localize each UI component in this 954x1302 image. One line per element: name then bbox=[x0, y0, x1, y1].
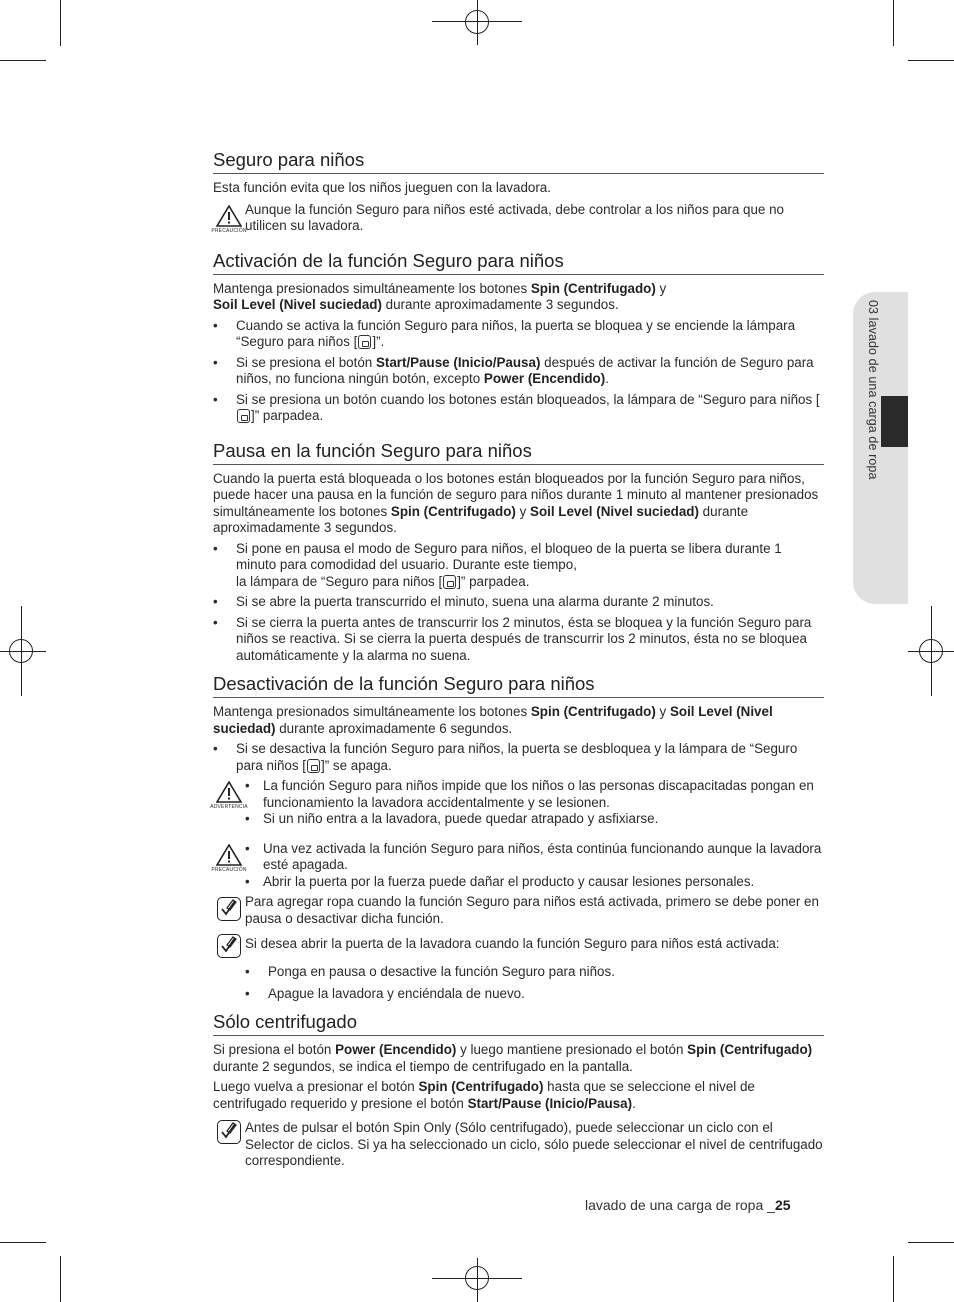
warning-list bbox=[245, 778, 824, 828]
caution-note bbox=[213, 202, 824, 235]
crop-mark bbox=[60, 1256, 61, 1302]
crop-mark bbox=[0, 1242, 46, 1243]
paragraph: Cuando la puerta está bloqueada o los botones están bloqueados por la función Seguro para niños, puede hacer una pausa en la función de seguro para niños durante 1 minuto al mantener presionados simultáneamente los botones Spin (Centrifugado) y Soil Level (Nivel suciedad) durante aproximadamente 3 segundos. bbox=[213, 470, 819, 535]
section-title: Activación de la función Seguro para niños bbox=[213, 249, 824, 275]
crop-mark bbox=[893, 0, 894, 46]
bullet-list bbox=[213, 741, 824, 774]
memo-icon-wrap bbox=[213, 934, 245, 958]
intro-text: Esta función evita que los niños jueguen con la lavadora. bbox=[213, 180, 551, 195]
paragraph: Mantenga presionados simultáneamente los botones Spin (Centrifugado) y Soil Level (Nivel suciedad) durante aproximadamente 3 segundos. bbox=[213, 280, 667, 312]
crop-mark bbox=[908, 60, 954, 61]
registration-mark bbox=[9, 639, 33, 663]
registration-mark bbox=[465, 1266, 489, 1290]
bullet-list bbox=[213, 318, 824, 425]
list-item: • La función Seguro para niños impide que los niños o las personas discapacitadas pongan en funcionamiento la lavadora accidentalmente y se lesionen. bbox=[245, 778, 824, 811]
list-item: • Si se desactiva la función Seguro para niños, la puerta se desbloquea y la lámpara de “Seguro para niños [ ]” se apaga. bbox=[213, 741, 824, 774]
list-item: • Si se abre la puerta transcurrido el minuto, suena una alarma durante 2 minutos. bbox=[213, 594, 824, 611]
child-lock-icon bbox=[358, 335, 371, 349]
section-title: Pausa en la función Seguro para niños bbox=[213, 439, 824, 465]
memo-text: Si desea abrir la puerta de la lavadora cuando la función Seguro para niños está activada: bbox=[245, 936, 780, 951]
section-child-lock bbox=[213, 148, 824, 235]
section-spin-only bbox=[213, 1010, 824, 1170]
list-item: • Una vez activada la función Seguro para niños, ésta continúa funcionando aunque la lavadora esté apagada. bbox=[245, 841, 824, 874]
memo-icon-wrap bbox=[213, 1120, 245, 1144]
caution-note bbox=[213, 841, 824, 891]
list-item: • Apague la lavadora y enciéndala de nuevo. bbox=[245, 986, 824, 1003]
main-content bbox=[210, 148, 824, 1170]
memo-text: Para agregar ropa cuando la función Seguro para niños está activada, primero se debe poner en pausa o desactivar dicha función. bbox=[245, 894, 819, 926]
memo-note bbox=[213, 934, 824, 958]
section-deactivation bbox=[210, 672, 824, 1002]
page-footer bbox=[585, 1197, 791, 1213]
section-title: Desactivación de la función Seguro para niños bbox=[213, 672, 824, 698]
page-number: 25 bbox=[774, 1197, 791, 1213]
bullet-list bbox=[213, 541, 824, 665]
crop-mark bbox=[908, 1242, 954, 1243]
memo-sub-list bbox=[245, 964, 824, 1002]
warning-icon bbox=[210, 778, 248, 810]
registration-mark bbox=[465, 10, 489, 34]
memo-icon-wrap bbox=[213, 894, 245, 921]
chapter-tab-marker bbox=[881, 396, 908, 447]
list-item: • Si se presiona un botón cuando los botones están bloqueados, la lámpara de “Seguro para niños []” parpadea. bbox=[213, 392, 824, 425]
list-item: • Cuando se activa la función Seguro para niños, la puerta se bloquea y se enciende la lámpara “Seguro para niños [ ]”. bbox=[213, 318, 824, 351]
crop-mark bbox=[60, 0, 61, 46]
memo-icon bbox=[217, 1120, 241, 1144]
warning-note bbox=[210, 778, 824, 828]
section-title: Sólo centrifugado bbox=[213, 1010, 824, 1036]
caution-label: PRECAUCIÓN bbox=[211, 227, 247, 234]
registration-mark bbox=[919, 639, 943, 663]
caution-icon bbox=[213, 841, 245, 873]
paragraph: Mantenga presionados simultáneamente los botones Spin (Centrifugado) y Soil Level (Nivel suciedad) durante aproximadamente 6 segundos. bbox=[213, 704, 773, 736]
paragraph: Luego vuelva a presionar el botón Spin (Centrifugado) hasta que se seleccione el nivel de centrifugado requerido y presione el botón Start/Pause (Inicio/Pausa). bbox=[213, 1079, 755, 1111]
list-item: • Si un niño entra a la lavadora, puede quedar atrapado y asfixiarse. bbox=[245, 811, 824, 828]
memo-icon bbox=[217, 897, 241, 921]
section-pause bbox=[213, 439, 824, 665]
warning-label: ADVERTENCIA bbox=[210, 804, 248, 810]
list-item: • Si se presiona el botón Start/Pause (Inicio/Pausa) después de activar la función de Seguro para niños, no funciona ningún botón, excepto Power (Encendido). bbox=[213, 355, 824, 388]
crop-mark bbox=[893, 1256, 894, 1302]
chapter-tab-label: 03 lavado de una carga de ropa bbox=[866, 300, 880, 480]
list-item: • Ponga en pausa o desactive la función Seguro para niños. bbox=[245, 964, 824, 981]
memo-note bbox=[213, 894, 824, 927]
list-item: • Si se cierra la puerta antes de transcurrir los 2 minutos, ésta se bloquea y la función Seguro para niños se reactiva. Si se cierra la puerta después de transcurrir los 2 minutos, ésta no se bloquea automáticamente y la alarma no suena. bbox=[213, 615, 824, 665]
caution-label: PRECAUCIÓN bbox=[211, 866, 247, 873]
child-lock-icon bbox=[307, 759, 320, 773]
caution-list bbox=[245, 841, 824, 891]
memo-note bbox=[213, 1120, 824, 1170]
section-activation bbox=[213, 249, 824, 425]
list-item: • Abrir la puerta por la fuerza puede dañar el producto y causar lesiones personales. bbox=[245, 874, 824, 891]
footer-text: lavado de una carga de ropa _ bbox=[585, 1197, 775, 1213]
crop-mark bbox=[0, 60, 46, 61]
memo-text: Antes de pulsar el botón Spin Only (Sólo centrifugado), puede seleccionar un ciclo con el Selector de ciclos. Si ya ha seleccionado un ciclo, sólo puede seleccionar el nivel de centrifugado correspondiente. bbox=[245, 1120, 823, 1168]
caution-icon bbox=[213, 202, 245, 234]
memo-icon bbox=[217, 934, 241, 958]
child-lock-icon bbox=[237, 409, 250, 423]
paragraph: Si presiona el botón Power (Encendido) y luego mantiene presionado el botón Spin (Centrifugado) durante 2 segundos, se indica el tiempo de centrifugado en la pantalla. bbox=[213, 1042, 813, 1074]
child-lock-icon bbox=[443, 575, 456, 589]
list-item: • Si pone en pausa el modo de Seguro para niños, el bloqueo de la puerta se libera durante 1 minuto para comodidad del usuario. Durante este tiempo, la lámpara de “Seguro para niños [ ]” parpadea. bbox=[213, 541, 824, 591]
caution-text: Aunque la función Seguro para niños esté activada, debe controlar a los niños para que no utilicen su lavadora. bbox=[245, 201, 784, 233]
chapter-tab bbox=[853, 292, 908, 604]
section-title: Seguro para niños bbox=[213, 148, 824, 174]
